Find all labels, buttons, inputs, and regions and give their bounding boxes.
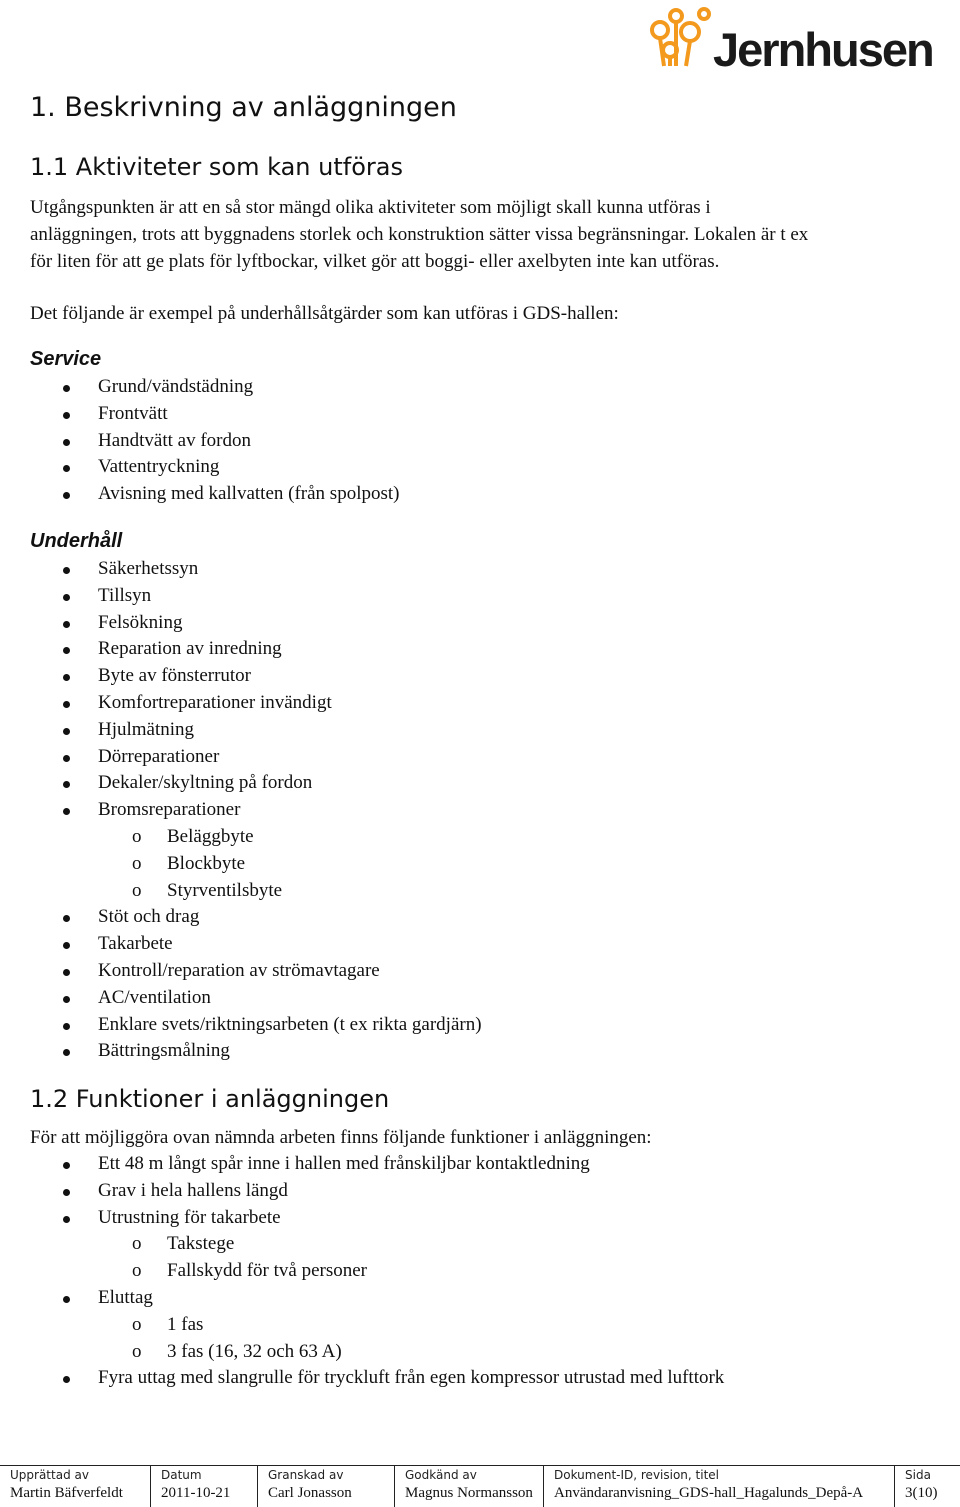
sub-bullet-marker: o: [132, 879, 142, 901]
list-item-text: Eluttag: [98, 1286, 153, 1308]
footer-cell-label: Godkänd av: [405, 1468, 477, 1482]
footer-cell-label: Granskad av: [268, 1468, 344, 1482]
bullet-icon: [63, 701, 70, 708]
bullet-icon: [63, 942, 70, 949]
logo-text: Jernhusen: [713, 23, 933, 76]
bullet-icon: [63, 439, 70, 446]
list-item-text: Handtvätt av fordon: [98, 429, 252, 451]
footer-cell-label: Upprättad av: [10, 1468, 89, 1482]
list-item-text: Beläggbyte: [167, 825, 254, 847]
footer-cell-value: 2011-10-21: [161, 1485, 231, 1501]
list-item-text: Vattentryckning: [98, 456, 220, 478]
bullet-icon: [63, 1189, 70, 1196]
bullet-icon: [63, 594, 70, 601]
list-item-text: AC/ventilation: [98, 986, 211, 1008]
bullet-icon: [63, 1376, 70, 1383]
list-item-text: Komfortreparationer invändigt: [98, 691, 332, 713]
activities-intro: Det följande är exempel på underhållsåtgärder som kan utföras i GDS-hallen:: [30, 303, 619, 324]
footer-cell-value: Carl Jonasson: [268, 1485, 352, 1501]
list-item-text: Bromsreparationer: [98, 799, 241, 821]
list-item-text: Enklare svets/riktningsarbeten (t ex rikta gardjärn): [98, 1013, 482, 1035]
list-item-text: 3 fas (16, 32 och 63 A): [167, 1340, 342, 1362]
paragraph-line: anläggningen, trots att byggnadens storlek och konstruktion sätter vissa begränsningar. Lokalen är t ex: [30, 224, 809, 245]
bullet-icon: [63, 674, 70, 681]
document-footer: [0, 1465, 960, 1501]
section-1-1-paragraph: [30, 194, 930, 275]
footer-cell-value: 3(10): [905, 1485, 938, 1501]
footer-cell: [150, 1466, 258, 1507]
list-item-text: Fyra uttag med slangrulle för tryckluft från egen kompressor utrustad med lufttork: [98, 1367, 725, 1389]
sub-bullet-marker: o: [132, 825, 142, 847]
footer-cell: [257, 1466, 395, 1507]
bullet-icon: [63, 567, 70, 574]
list-item-text: Grund/vändstädning: [98, 376, 254, 397]
list-item-text: Utrustning för takarbete: [98, 1206, 281, 1228]
list-item-text: Ett 48 m långt spår inne i hallen med frånskiljbar kontaktledning: [98, 1153, 590, 1174]
functions-intro: För att möjliggöra ovan nämnda arbeten finns följande funktioner i anläggningen:: [30, 1127, 652, 1148]
list-item-text: Felsökning: [98, 611, 183, 633]
list-item-text: Reparation av inredning: [98, 638, 282, 660]
list-item-text: Tillsyn: [98, 584, 152, 606]
footer-cell: [543, 1466, 895, 1507]
bullet-icon: [63, 1162, 70, 1169]
list-item-text: Avisning med kallvatten (från spolpost): [98, 483, 400, 505]
bullet-icon: [63, 647, 70, 654]
list-item-text: Fallskydd för två personer: [167, 1260, 367, 1282]
bullet-icon: [63, 412, 70, 419]
bullet-icon: [63, 728, 70, 735]
sub-bullet-marker: o: [132, 1313, 142, 1335]
footer-cell: [894, 1466, 960, 1507]
bullet-icon: [63, 465, 70, 472]
list-item-text: Säkerhetssyn: [98, 558, 199, 579]
list-item-text: Takarbete: [98, 933, 173, 955]
section-1-2-title: 1.2 Funktioner i anläggningen: [30, 1085, 390, 1113]
list-item-text: Bättringsmålning: [98, 1040, 230, 1062]
underhall-label: Underhåll: [30, 530, 123, 552]
list-item-text: 1 fas: [167, 1313, 204, 1335]
bullet-icon: [63, 1216, 70, 1223]
bullet-icon: [63, 969, 70, 976]
footer-cell-value: Magnus Normansson: [405, 1485, 533, 1501]
footer-cell-label: Datum: [161, 1468, 202, 1482]
list-item-text: Dörreparationer: [98, 745, 220, 767]
bullet-icon: [63, 808, 70, 815]
footer-cell: [0, 1466, 150, 1507]
bullet-icon: [63, 385, 70, 392]
list-item-text: Styrventilsbyte: [167, 879, 283, 901]
service-label: Service: [30, 348, 102, 370]
footer-cell-label: Dokument-ID, revision, titel: [554, 1468, 719, 1482]
list-item-text: Kontroll/reparation av strömavtagare: [98, 959, 380, 981]
bullet-icon: [63, 755, 70, 762]
paragraph-line: för liten för att ge plats för lyftbockar, vilket gör att boggi- eller axelbyten inte kan utföras.: [30, 251, 720, 272]
sub-bullet-marker: o: [132, 1233, 142, 1255]
footer-cell-value: Användaranvisning_GDS-hall_Hagalunds_Depå-A: [554, 1485, 864, 1501]
list-item-text: Hjulmätning: [98, 718, 195, 740]
list-item-text: Grav i hela hallens längd: [98, 1179, 288, 1201]
paragraph-line: Utgångspunkten är att en så stor mängd olika aktiviteter som möjligt skall kunna utföras i: [30, 197, 711, 218]
bullet-icon: [63, 915, 70, 922]
bullet-icon: [63, 492, 70, 499]
list-item-text: Blockbyte: [167, 852, 246, 874]
section-1-1-title: 1.1 Aktiviteter som kan utföras: [30, 153, 403, 181]
list-item-text: Byte av fönsterrutor: [98, 665, 252, 687]
sub-bullet-marker: o: [132, 852, 142, 874]
bullet-icon: [63, 1023, 70, 1030]
bullet-icon: [63, 1296, 70, 1303]
footer-cell-value: Martin Bäfverfeldt: [10, 1485, 123, 1501]
section-1-title: 1. Beskrivning av anläggningen: [30, 92, 457, 123]
list-item-text: Dekaler/skyltning på fordon: [98, 772, 313, 794]
list-item-text: Frontvätt: [98, 402, 168, 424]
footer-cell-label: Sida: [905, 1468, 931, 1482]
bullet-icon: [63, 1049, 70, 1056]
bullet-icon: [63, 621, 70, 628]
footer-cell: [394, 1466, 544, 1507]
list-item-text: Takstege: [167, 1233, 235, 1255]
bullet-icon: [63, 996, 70, 1003]
bullet-icon: [63, 781, 70, 788]
sub-bullet-marker: o: [132, 1260, 142, 1282]
list-item-text: Stöt och drag: [98, 906, 200, 928]
sub-bullet-marker: o: [132, 1340, 142, 1362]
